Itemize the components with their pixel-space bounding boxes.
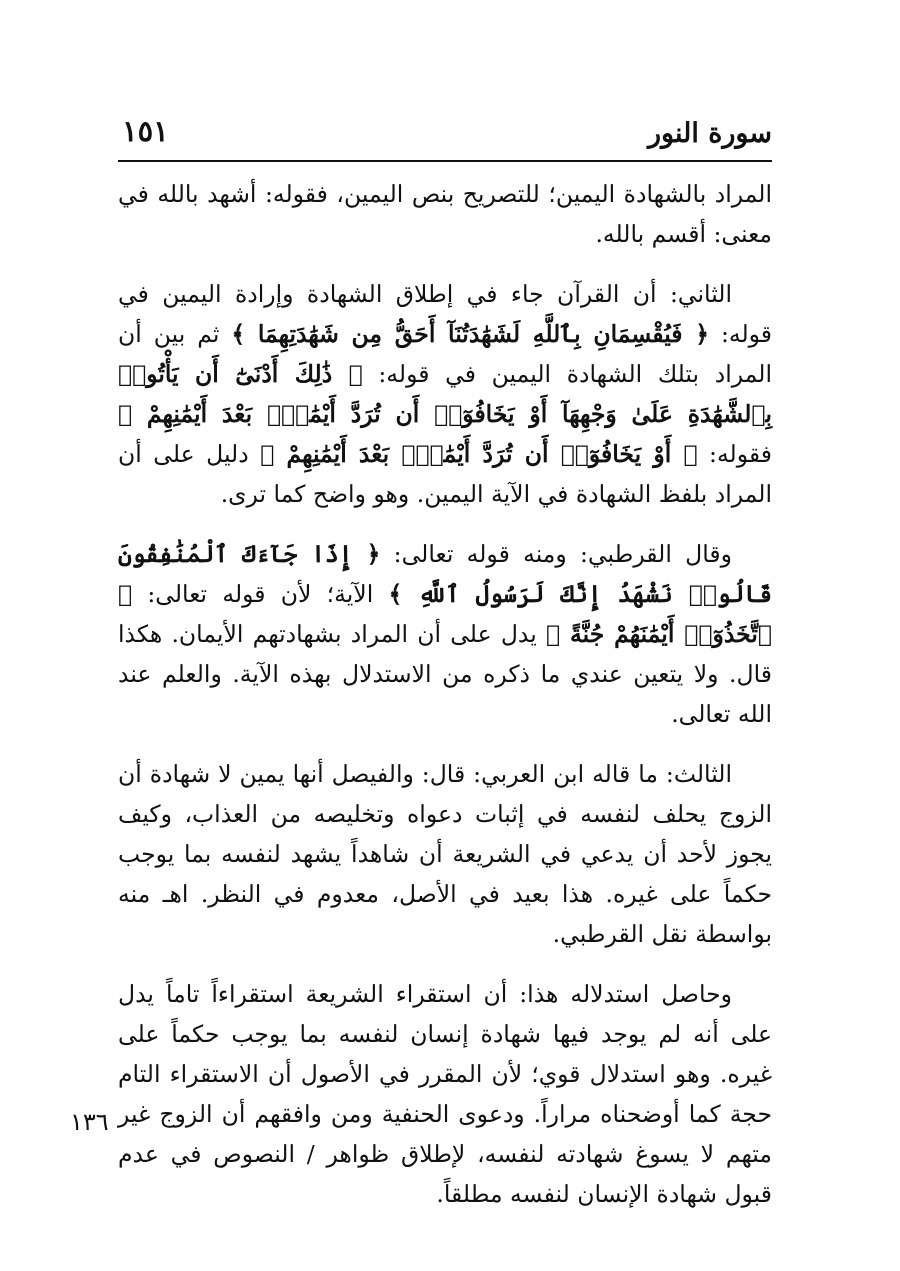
quran-quote: ﴿ ذَٰلِكَ أَدْنَىٰٓ أَن يَأْتُوا۟ بِٱلشَّهَٰدَةِ عَلَىٰ وَجْهِهَآ أَوْ يَخَافُوٓا۟ أَن تُرَدَّ أَيْمَٰنٌۢ بَعْدَ أَيْمَٰنِهِمْ ﴾	[118, 360, 772, 428]
paragraph	[118, 174, 772, 254]
page-header	[118, 112, 772, 158]
surah-title: سورة النور	[647, 118, 772, 149]
text-run: وحاصل استدلاله هذا: أن استقراء الشريعة استقراءاً تاماً يدل على أنه لم يوجد فيها شهادة إنسان لنفسه بما يوجب حكماً على غيره. وهو استدلال قوي؛ لأن المقرر في الأصول أن الاستقراء التام حجة كما أوضحناه مراراً. ودعوى الحنفية ومن وافقهم أن الزوج غير متهم لا يسوغ شهادته لنفسه، لإطلاق ظواهر / النصوص في عدم قبول شهادة الإنسان لنفسه مطلقاً.	[118, 980, 772, 1208]
text-run: يدل على أن المراد بشهادتهم الأيمان. هكذا قال. ولا يتعين عندي ما ذكره من الاستدلال بهذه الآية. والعلم عند الله تعالى.	[118, 620, 772, 728]
paragraph	[118, 974, 772, 1214]
text-run: وقال القرطبي: ومنه قوله تعالى:	[380, 540, 732, 568]
header-divider	[118, 160, 772, 162]
page-number: ١٥١	[122, 114, 169, 148]
margin-reference-number: ١٣٦	[70, 1108, 109, 1136]
text-run: فقوله:	[697, 440, 772, 468]
quran-quote: ﴿ فَيُقْسِمَانِ بِٱللَّهِ لَشَهَٰدَتُنَآ أَحَقُّ مِن شَهَٰدَتِهِمَا ﴾	[231, 320, 709, 348]
paragraph	[118, 274, 772, 514]
quran-quote: ﴿ ٱتَّخَذُوٓا۟ أَيْمَٰنَهُمْ جُنَّةً ﴾	[118, 580, 772, 648]
text-run: الثالث: ما قاله ابن العربي: قال: والفيصل أنها يمين لا شهادة أن الزوج يحلف لنفسه في إثبات دعواه وتخليصه من العذاب، وكيف يجوز لأحد أن يدعي في الشريعة أن شاهداً يشهد لنفسه بما يوجب حكماً على غيره. هذا بعيد في الأصل، معدوم في النظر. اهـ منه بواسطة نقل القرطبي.	[118, 760, 772, 948]
quran-quote: ﴿ إِذَا جَآءَكَ ٱلْمُنَٰفِقُونَ قَالُوا۟ نَشْهَدُ إِنَّكَ لَرَسُولُ ٱللَّهِ ﴾	[118, 540, 772, 608]
text-run: الآية؛ لأن قوله تعالى:	[132, 580, 389, 608]
text-run: الثاني: أن القرآن جاء في إطلاق الشهادة وإرادة اليمين في قوله:	[118, 280, 773, 348]
body-text	[118, 174, 772, 1234]
text-run: المراد بالشهادة اليمين؛ للتصريح بنص اليمين، فقوله: أشهد بالله في معنى: أقسم بالله.	[118, 180, 772, 248]
quran-quote: ﴿ أَوْ يَخَافُوٓا۟ أَن تُرَدَّ أَيْمَٰنٌۢ بَعْدَ أَيْمَٰنِهِمْ ﴾	[260, 440, 698, 468]
text-run: ثم بين أن المراد بتلك الشهادة اليمين في قوله:	[118, 320, 772, 388]
text-run: دليل على أن المراد بلفظ الشهادة في الآية اليمين. وهو واضح كما ترى.	[118, 440, 772, 508]
paragraph	[118, 534, 772, 734]
paragraph	[118, 754, 772, 954]
